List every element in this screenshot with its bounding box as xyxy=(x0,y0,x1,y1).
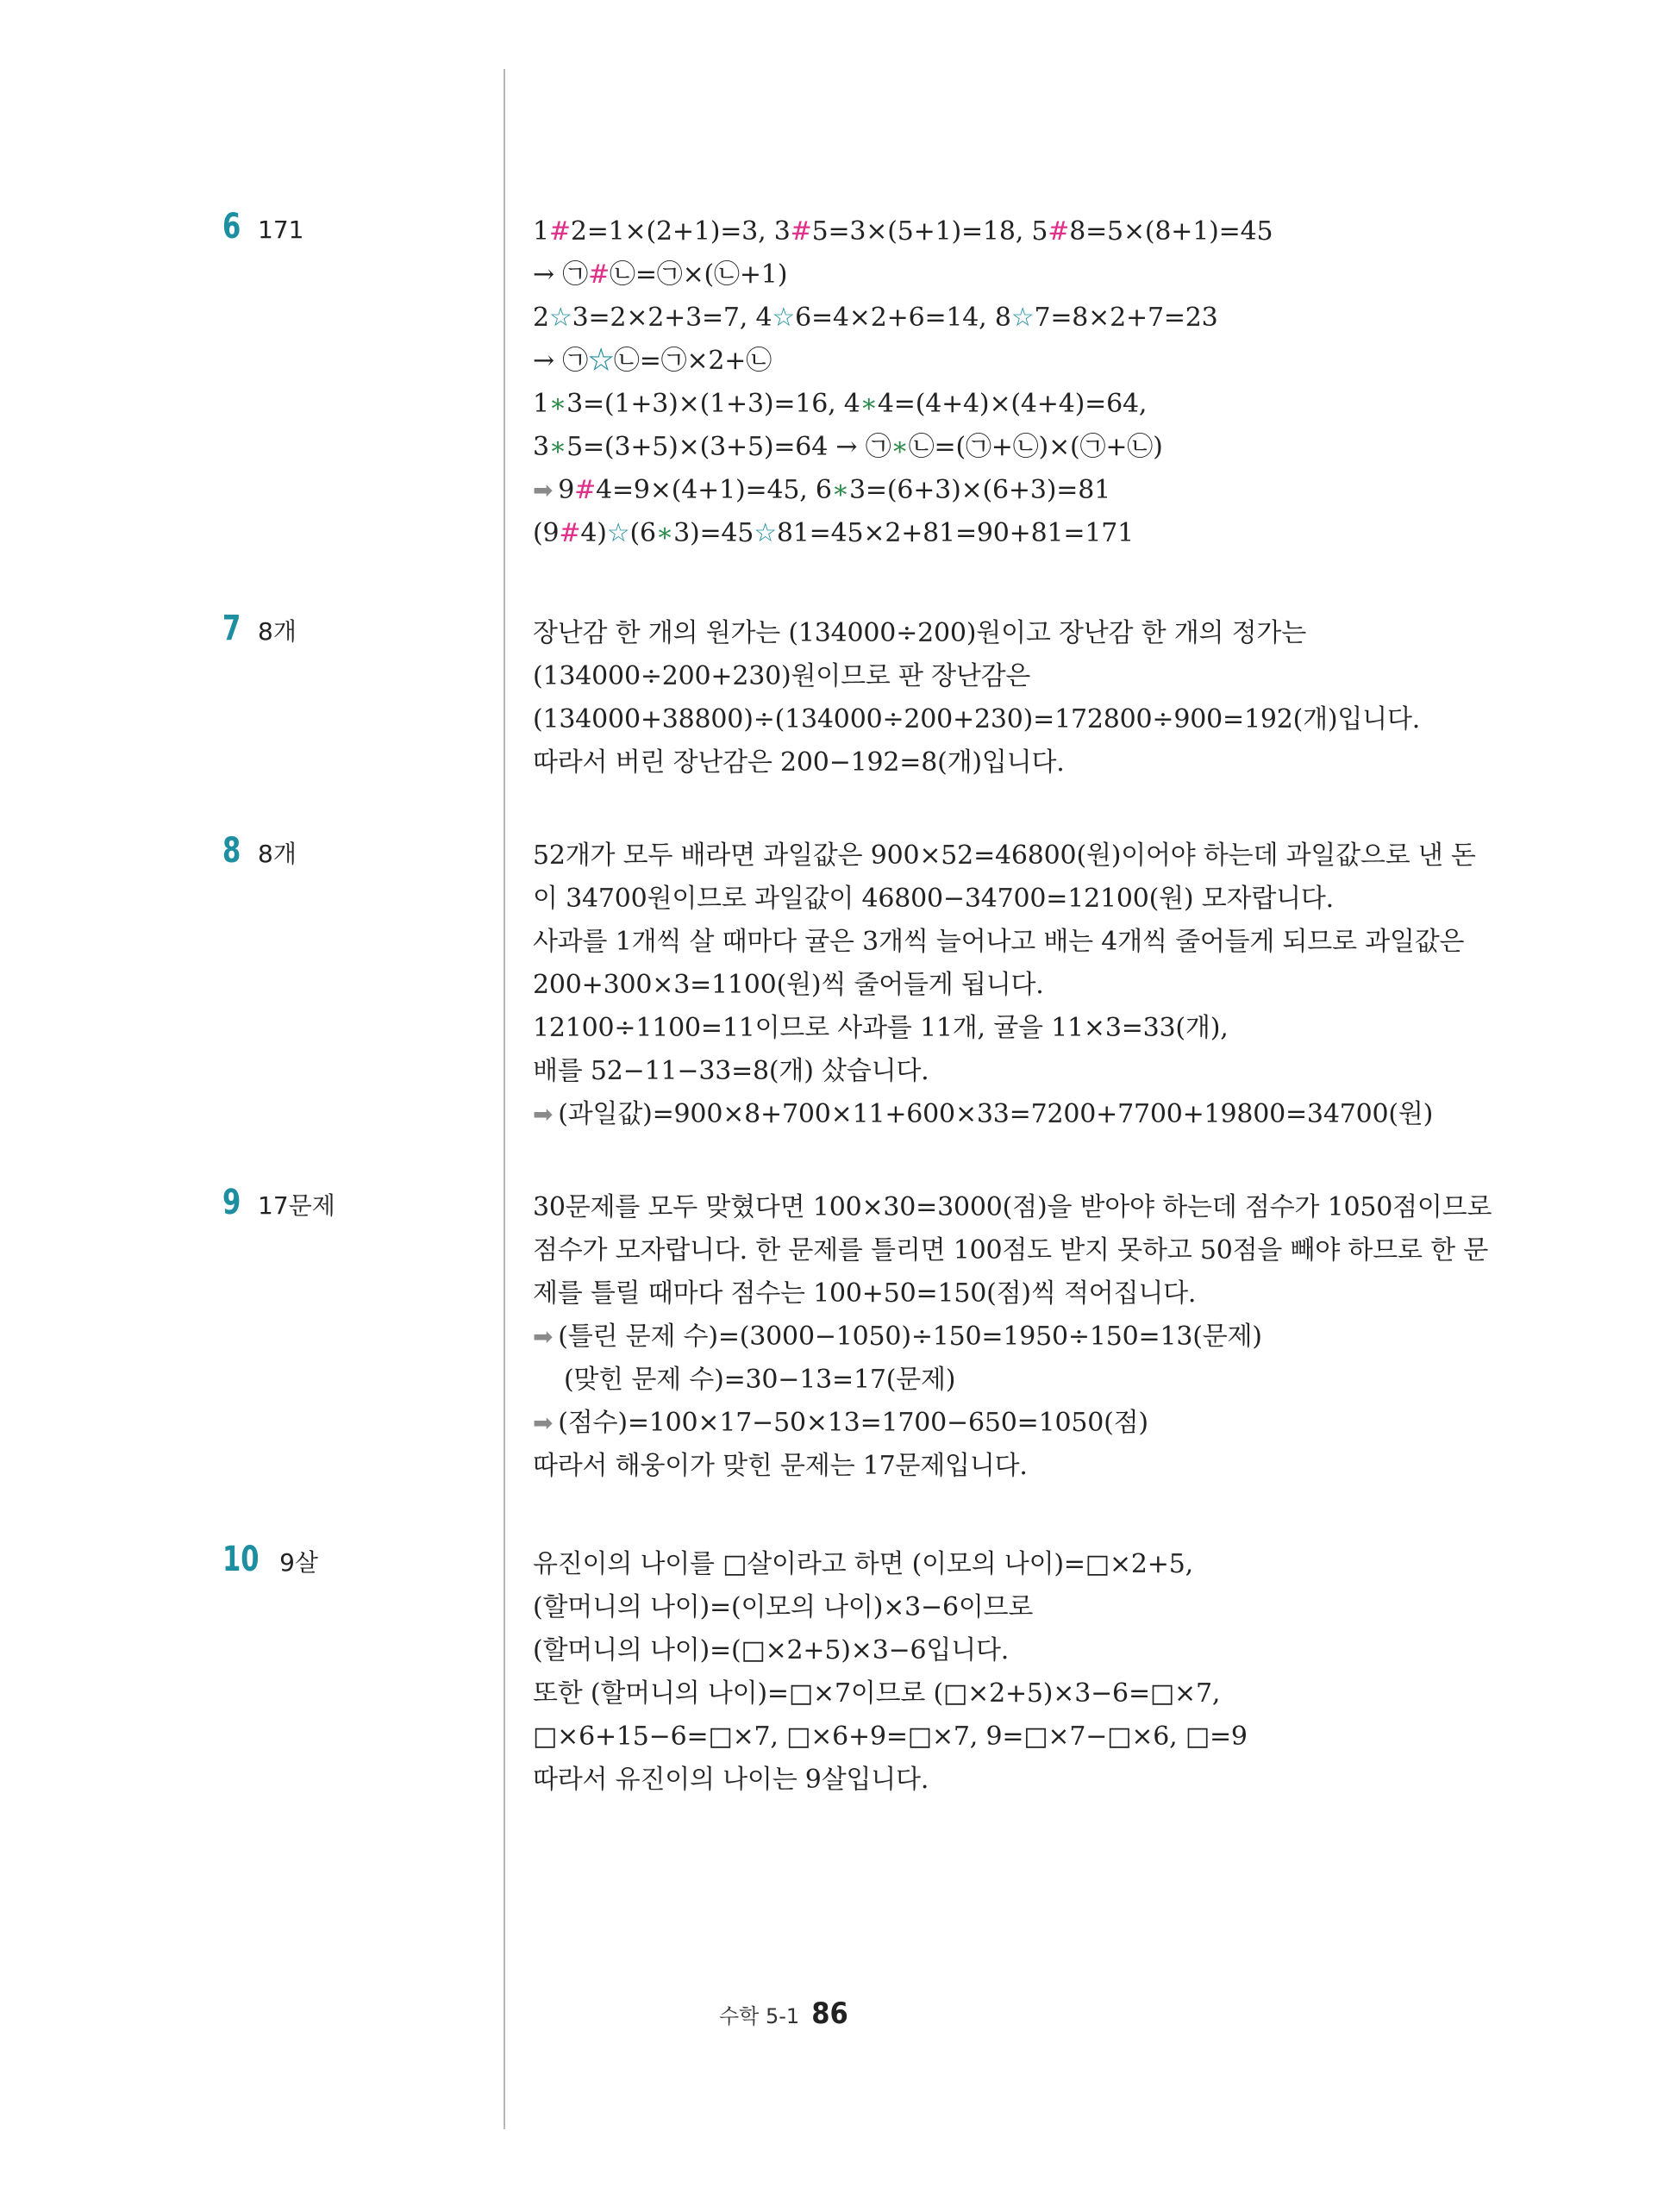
solution-line: 3∗5=(3+5)×(3+5)=64 → ㉠∗㉡=(㉠+㉡)×(㉠+㉡) xyxy=(533,432,1163,462)
answer-block xyxy=(222,1540,318,1579)
solution-line: (134000+38800)÷(134000÷200+230)=172800÷900=192(개)입니다. xyxy=(533,704,1421,734)
solution-line: 1∗3=(1+3)×(1+3)=16, 4∗4=(4+4)×(4+4)=64, xyxy=(533,389,1148,419)
column-divider xyxy=(504,69,505,2129)
solution-text: 9#4=9×(4+1)=45, 6∗3=(6+3)×(6+3)=81 xyxy=(558,475,1110,505)
solution-line-result xyxy=(533,1093,1447,1136)
solution-line: 사과를 1개씩 살 때마다 귤은 3개씩 늘어나고 배는 4개씩 줄어들게 되므로 과일값은 xyxy=(533,927,1465,957)
solution-line: (9#4)☆(6∗3)=45☆81=45×2+81=90+81=171 xyxy=(533,518,1134,548)
solution-line: 점수가 모자랍니다. 한 문제를 틀리면 100점도 받지 못하고 50점을 빼야 하므로 한 문 xyxy=(533,1235,1488,1265)
hash-operator: # xyxy=(548,216,571,247)
asterisk-operator: ∗ xyxy=(860,389,878,419)
solution-line: 유진이의 나이를 □살이라고 하면 (이모의 나이)=□×2+5, xyxy=(533,1549,1193,1579)
problem-number: 8 xyxy=(222,831,241,871)
solution-line: 2☆3=2×2+3=7, 4☆6=4×2+6=14, 8☆7=8×2+7=23 xyxy=(533,303,1218,333)
page-footer xyxy=(719,1996,848,2031)
solution-line: □×6+15−6=□×7, □×6+9=□×7, 9=□×7−□×6, □=9 xyxy=(533,1721,1248,1752)
hash-operator: # xyxy=(559,518,581,548)
solution-line-result xyxy=(533,1402,1447,1445)
arrow-right-icon: ➡ xyxy=(533,1409,554,1437)
arrow-right-icon: ➡ xyxy=(533,1322,554,1351)
solution-line: 52개가 모두 배라면 과일값은 900×52=46800(원)이어야 하는데 과일값으로 낸 돈 xyxy=(533,840,1476,871)
solution-line-result xyxy=(533,469,1447,512)
solution-line: 200+300×3=1100(원)씩 줄어들게 됩니다. xyxy=(533,970,1044,1000)
star-operator: ☆ xyxy=(1010,303,1035,333)
answer-value: 8개 xyxy=(258,617,297,646)
asterisk-operator: ∗ xyxy=(655,518,674,548)
problem-number: 7 xyxy=(222,609,241,648)
star-operator: ☆ xyxy=(772,303,796,333)
asterisk-operator: ∗ xyxy=(891,432,909,462)
solution-line: 1#2=1×(2+1)=3, 3#5=3×(5+1)=18, 5#8=5×(8+1)=45 xyxy=(533,216,1273,247)
solution-text: (과일값)=900×8+700×11+600×33=7200+7700+19800=34700(원) xyxy=(558,1099,1434,1129)
hash-operator: # xyxy=(574,475,597,505)
solution-line: 이 34700원이므로 과일값이 46800−34700=12100(원) 모자랍니다. xyxy=(533,884,1335,914)
answer-block xyxy=(222,207,304,247)
hash-operator: # xyxy=(1048,216,1070,247)
hash-operator: # xyxy=(588,259,610,290)
solution xyxy=(533,210,1447,555)
answer-value: 8개 xyxy=(258,840,297,868)
star-operator: ☆ xyxy=(754,518,777,548)
solution-line: 배를 52−11−33=8(개) 샀습니다. xyxy=(533,1056,929,1086)
asterisk-operator: ∗ xyxy=(831,475,849,505)
star-operator: ☆ xyxy=(606,518,630,548)
solution-text: (틀린 문제 수)=(3000−1050)÷150=1950÷150=13(문제) xyxy=(558,1322,1262,1352)
solution-line: 제를 틀릴 때마다 점수는 100+50=150(점)씩 적어집니다. xyxy=(533,1278,1197,1309)
solution xyxy=(533,834,1476,1136)
solution-line-result xyxy=(533,1315,1447,1359)
problem-number: 6 xyxy=(222,207,241,247)
solution xyxy=(533,612,1447,784)
solution-line: 또한 (할머니의 나이)=□×7이므로 (□×2+5)×3−6=□×7, xyxy=(533,1678,1221,1709)
answer-value: 9살 xyxy=(279,1548,318,1577)
solution-line: (맞힌 문제 수)=30−13=17(문제) xyxy=(564,1365,956,1395)
problem-number: 10 xyxy=(222,1540,260,1579)
solution-line: 따라서 해웅이가 맞힌 문제는 17문제입니다. xyxy=(533,1451,1028,1481)
arrow-right-icon: ➡ xyxy=(533,1100,554,1128)
solution-line: → ㉠☆㉡=㉠×2+㉡ xyxy=(533,346,772,376)
solution-line: (할머니의 나이)=(이모의 나이)×3−6이므로 xyxy=(533,1592,1034,1622)
solution-line: (할머니의 나이)=(□×2+5)×3−6입니다. xyxy=(533,1635,1010,1665)
solution-line: 12100÷1100=11이므로 사과를 11개, 귤을 11×3=33(개), xyxy=(533,1013,1229,1043)
solution xyxy=(533,1186,1492,1488)
solution-line: 장난감 한 개의 원가는 (134000÷200)원이고 장난감 한 개의 정가는 xyxy=(533,618,1306,648)
hash-operator: # xyxy=(790,216,812,247)
solution-line: (134000÷200+230)원이므로 판 장난감은 xyxy=(533,661,1031,691)
book-label: 수학 5-1 xyxy=(719,2004,800,2028)
answer-block xyxy=(222,1183,335,1222)
answer-value: 171 xyxy=(258,216,304,244)
answer-value: 17문제 xyxy=(258,1191,335,1220)
answer-block xyxy=(222,609,297,648)
answer-block xyxy=(222,831,297,871)
problem-number: 9 xyxy=(222,1183,241,1222)
solution-line: → ㉠#㉡=㉠×(㉡+1) xyxy=(533,259,788,290)
star-operator: ☆ xyxy=(588,346,614,376)
solution-line: 따라서 버린 장난감은 200−192=8(개)입니다. xyxy=(533,747,1065,778)
arrow-right-icon: ➡ xyxy=(533,476,554,504)
star-operator: ☆ xyxy=(548,303,572,333)
asterisk-operator: ∗ xyxy=(548,432,567,462)
asterisk-operator: ∗ xyxy=(548,389,567,419)
solution xyxy=(533,1543,1447,1802)
solution-text: (점수)=100×17−50×13=1700−650=1050(점) xyxy=(558,1408,1148,1438)
page-number: 86 xyxy=(811,1996,848,2031)
solution-line: 따라서 유진이의 나이는 9살입니다. xyxy=(533,1765,929,1795)
solution-line: 30문제를 모두 맞혔다면 100×30=3000(점)을 받아야 하는데 점수가 1050점이므로 xyxy=(533,1192,1492,1222)
